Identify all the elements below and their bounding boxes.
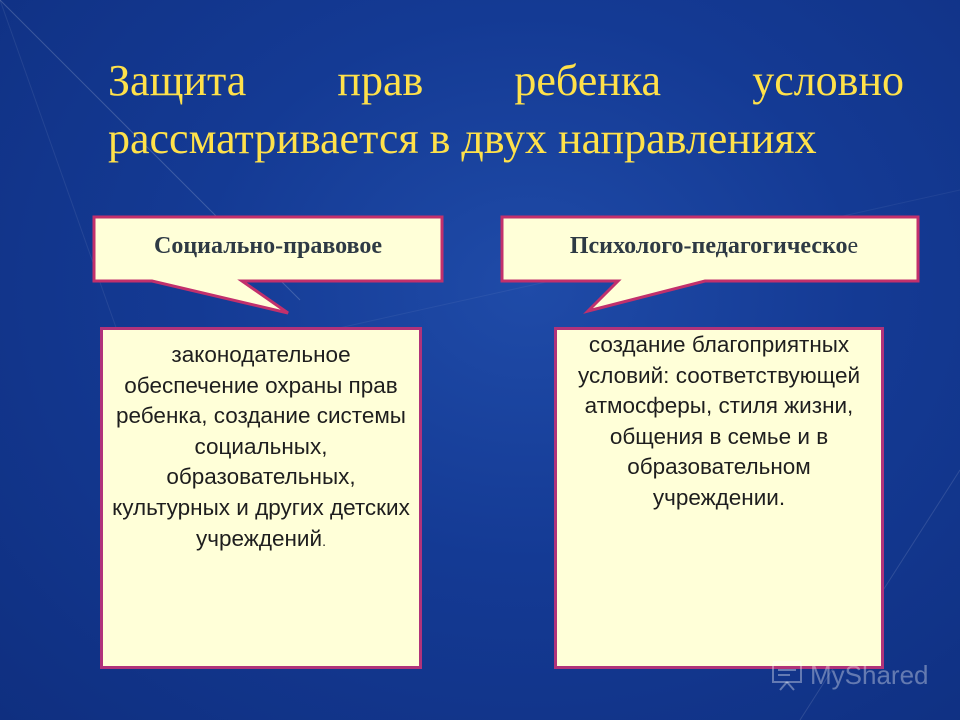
right-callout bbox=[500, 215, 920, 315]
right-description-box bbox=[554, 327, 884, 669]
left-callout-label: Социально-правовое bbox=[154, 233, 382, 259]
left-description-body: законодательное обеспечение охраны прав ребенка, создание системы социальных, образовательных, культурных и других детских учреждений bbox=[112, 342, 410, 551]
right-callout-label bbox=[500, 233, 920, 260]
left-description-end-mark: . bbox=[322, 532, 326, 549]
right-callout-label-main: Психолого-педагогическо bbox=[569, 233, 848, 259]
left-description-text bbox=[111, 340, 411, 556]
left-callout bbox=[92, 215, 444, 315]
presentation-icon bbox=[770, 658, 804, 692]
right-description-text: создание благоприятных условий: соответствующей атмосферы, стиля жизни, общения в семье и в образовательном учреждении. bbox=[577, 332, 861, 510]
watermark-text: MyShared bbox=[810, 659, 929, 690]
right-callout-label-tail: е bbox=[847, 233, 859, 259]
left-callout-shape bbox=[92, 215, 444, 315]
left-description-box bbox=[100, 327, 422, 669]
slide-title: Защита прав ребенка условно рассматривается в двух направлениях bbox=[108, 56, 904, 163]
right-callout-shape bbox=[500, 215, 920, 315]
watermark bbox=[770, 658, 929, 692]
